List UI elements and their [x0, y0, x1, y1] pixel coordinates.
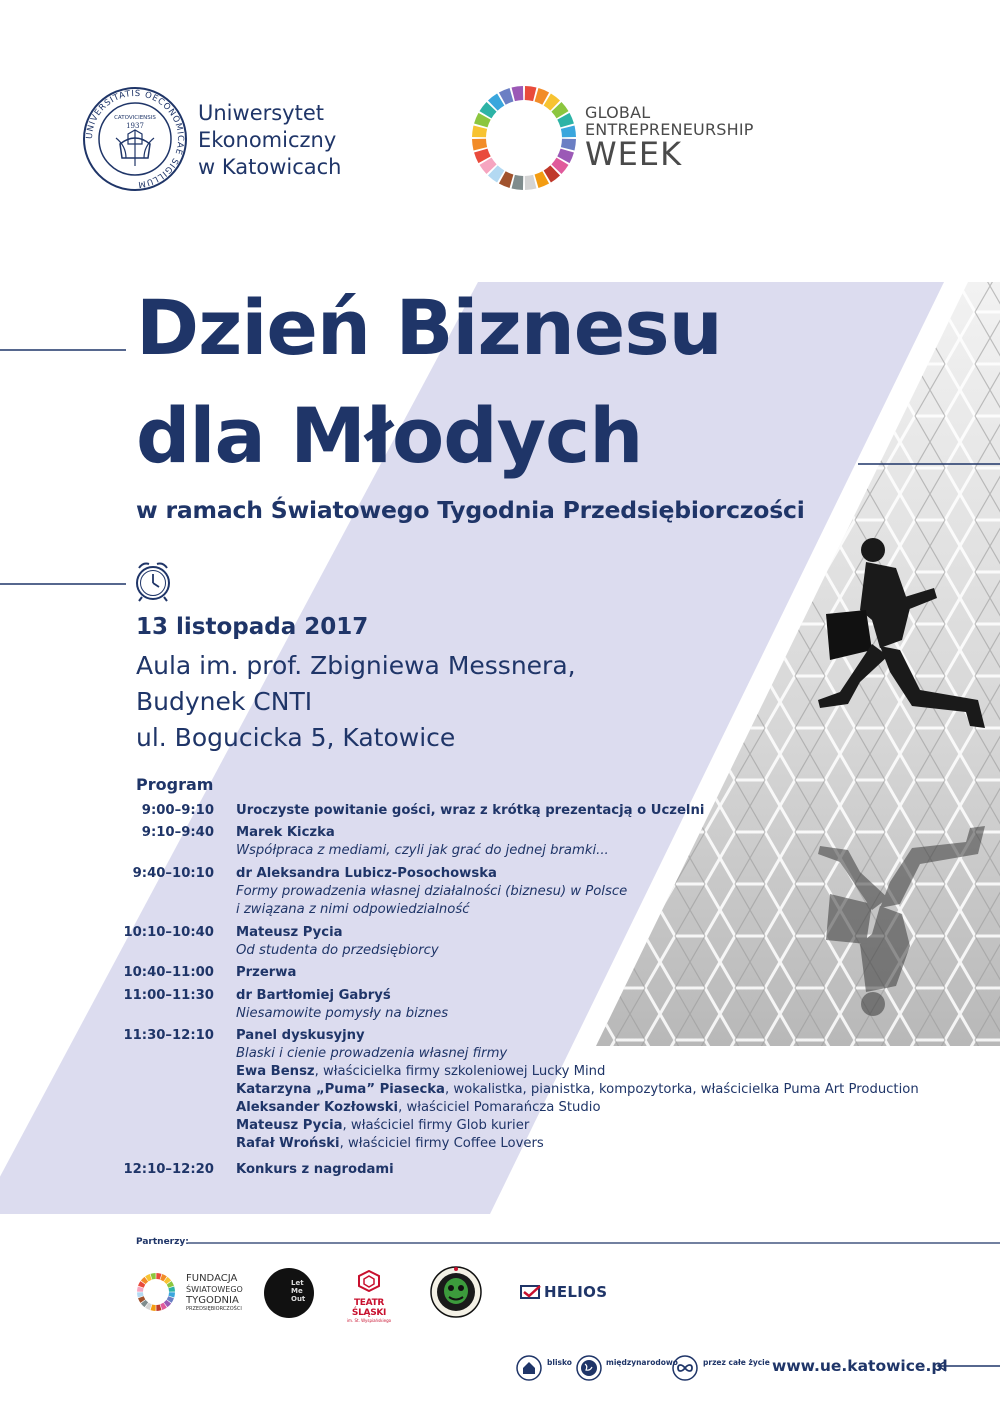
program-description: Blaski i cienie prowadzenia własnej firmy	[236, 1046, 508, 1061]
svg-text:1937: 1937	[126, 122, 144, 130]
footer-tag-przez-cale-zycie: przez całe życie	[703, 1358, 770, 1367]
title-line1: Dzień Biznesu	[136, 283, 722, 372]
fundacja-logo-text: FUNDACJA ŚWIATOWEGO TYGODNIA PRZEDSIĘBIORCZOŚCI	[186, 1273, 243, 1312]
program-time: 9:00–9:10	[141, 803, 214, 818]
venue-line2: Budynek CNTI	[136, 687, 313, 716]
gew-line2: ENTREPRENEURSHIP	[585, 120, 754, 139]
partners-heading: Partnerzy:	[136, 1237, 189, 1247]
program-title: Marek Kiczka	[236, 825, 335, 840]
program-time: 12:10–12:20	[123, 1162, 214, 1177]
university-name	[198, 100, 341, 181]
teatr-hexagon-icon	[357, 1270, 381, 1292]
ring-segment	[525, 175, 537, 190]
event-date: 13 listopada 2017	[136, 614, 369, 640]
helios-logo: HELIOS	[544, 1283, 608, 1301]
website-link[interactable]: www.ue.katowice.pl	[772, 1357, 948, 1375]
program-time: 9:10–9:40	[141, 825, 214, 840]
program-description: Współpraca z mediami, czyli jak grać do jednej bramki...	[236, 843, 609, 858]
svg-text:CATOVICIENSIS: CATOVICIENSIS	[114, 115, 156, 121]
fundacja-ring-logo	[136, 1272, 176, 1312]
gew-line1: GLOBAL	[585, 103, 651, 122]
teatr-slaski-logo: TEATR ŚLĄSKI im. St. Wyspiańskiego	[342, 1270, 396, 1323]
program-title: Mateusz Pycia	[236, 925, 343, 940]
panelist: Katarzyna „Puma” Piasecka, wokalistka, pianistka, kompozytorka, właścicielka Puma Art Production	[236, 1082, 919, 1097]
gew-line3: WEEK	[585, 135, 683, 173]
university-seal-logo	[82, 86, 188, 192]
program-description: Formy prowadzenia własnej działalności (biznesu) w Polsce	[236, 884, 628, 899]
let-me-out-text: Let Me Out	[291, 1279, 306, 1303]
title-line2: dla Młodych	[136, 391, 643, 480]
program-time: 11:30–12:10	[123, 1028, 214, 1043]
program-heading: Program	[136, 775, 214, 794]
panelist: Rafał Wroński, właściciel firmy Coffee Lovers	[236, 1136, 544, 1151]
panelist: Ewa Bensz, właścicielka firmy szkoleniowej Lucky Mind	[236, 1064, 606, 1079]
globe-icon	[576, 1355, 602, 1381]
program-description: Od studenta do przedsiębiorcy	[236, 943, 439, 958]
event-subtitle: w ramach Światowego Tygodnia Przedsiębiorczości	[136, 496, 805, 524]
program-description: i związana z nimi odpowiedzialność	[236, 902, 470, 917]
global-entrepreneurship-week-logo	[470, 84, 578, 192]
home-icon	[516, 1355, 542, 1381]
program-title: Konkurs z nagrodami	[236, 1162, 394, 1177]
ring-segment	[525, 86, 537, 101]
footer-tag-blisko: blisko	[547, 1358, 572, 1367]
ring-segment	[561, 139, 576, 151]
program-time: 11:00–11:30	[123, 988, 214, 1003]
ring-segment	[472, 139, 487, 151]
university-name-line2: Ekonomiczny	[198, 128, 337, 152]
program-title: dr Bartłomiej Gabryś	[236, 988, 391, 1003]
program-description: Niesamowite pomysły na biznes	[236, 1006, 449, 1021]
program-title: Przerwa	[236, 965, 297, 980]
event-venue	[136, 648, 576, 756]
panelist: Mateusz Pycia, właściciel firmy Glob kurier	[236, 1118, 530, 1133]
program-title: dr Aleksandra Lubicz-Posochowska	[236, 866, 497, 881]
program-time: 10:10–10:40	[123, 925, 214, 940]
program-title: Panel dyskusyjny	[236, 1028, 365, 1043]
alarm-clock-icon	[134, 558, 172, 602]
helios-check-icon	[520, 1285, 542, 1299]
venue-line1: Aula im. prof. Zbigniewa Messnera,	[136, 651, 576, 680]
footer-tag-miedzynarodowo: międzynarodowo	[606, 1358, 678, 1367]
event-title	[136, 274, 722, 490]
university-name-line1: Uniwersytet	[198, 101, 324, 125]
ring-segment	[561, 126, 576, 138]
venue-line3: ul. Bogucicka 5, Katowice	[136, 723, 456, 752]
university-name-line3: w Katowicach	[198, 155, 342, 179]
gew-wordmark	[585, 103, 754, 173]
ring-segment	[472, 126, 487, 138]
panelist: Aleksander Kozłowski, właściciel Pomarańcza Studio	[236, 1100, 601, 1115]
program-time: 10:40–11:00	[123, 965, 214, 980]
green-mask-partner-logo	[430, 1266, 482, 1318]
ring-segment	[512, 86, 524, 101]
ring-segment	[512, 175, 524, 190]
program-title: Uroczyste powitanie gości, wraz z krótką prezentacją o Uczelni	[236, 803, 705, 818]
svg-text:UNIVERSITATIS OECONOMICAE SIGI: UNIVERSITATIS OECONOMICAE SIGILLUM	[84, 88, 186, 190]
infinity-icon	[672, 1355, 698, 1381]
program-time: 9:40–10:10	[132, 866, 214, 881]
